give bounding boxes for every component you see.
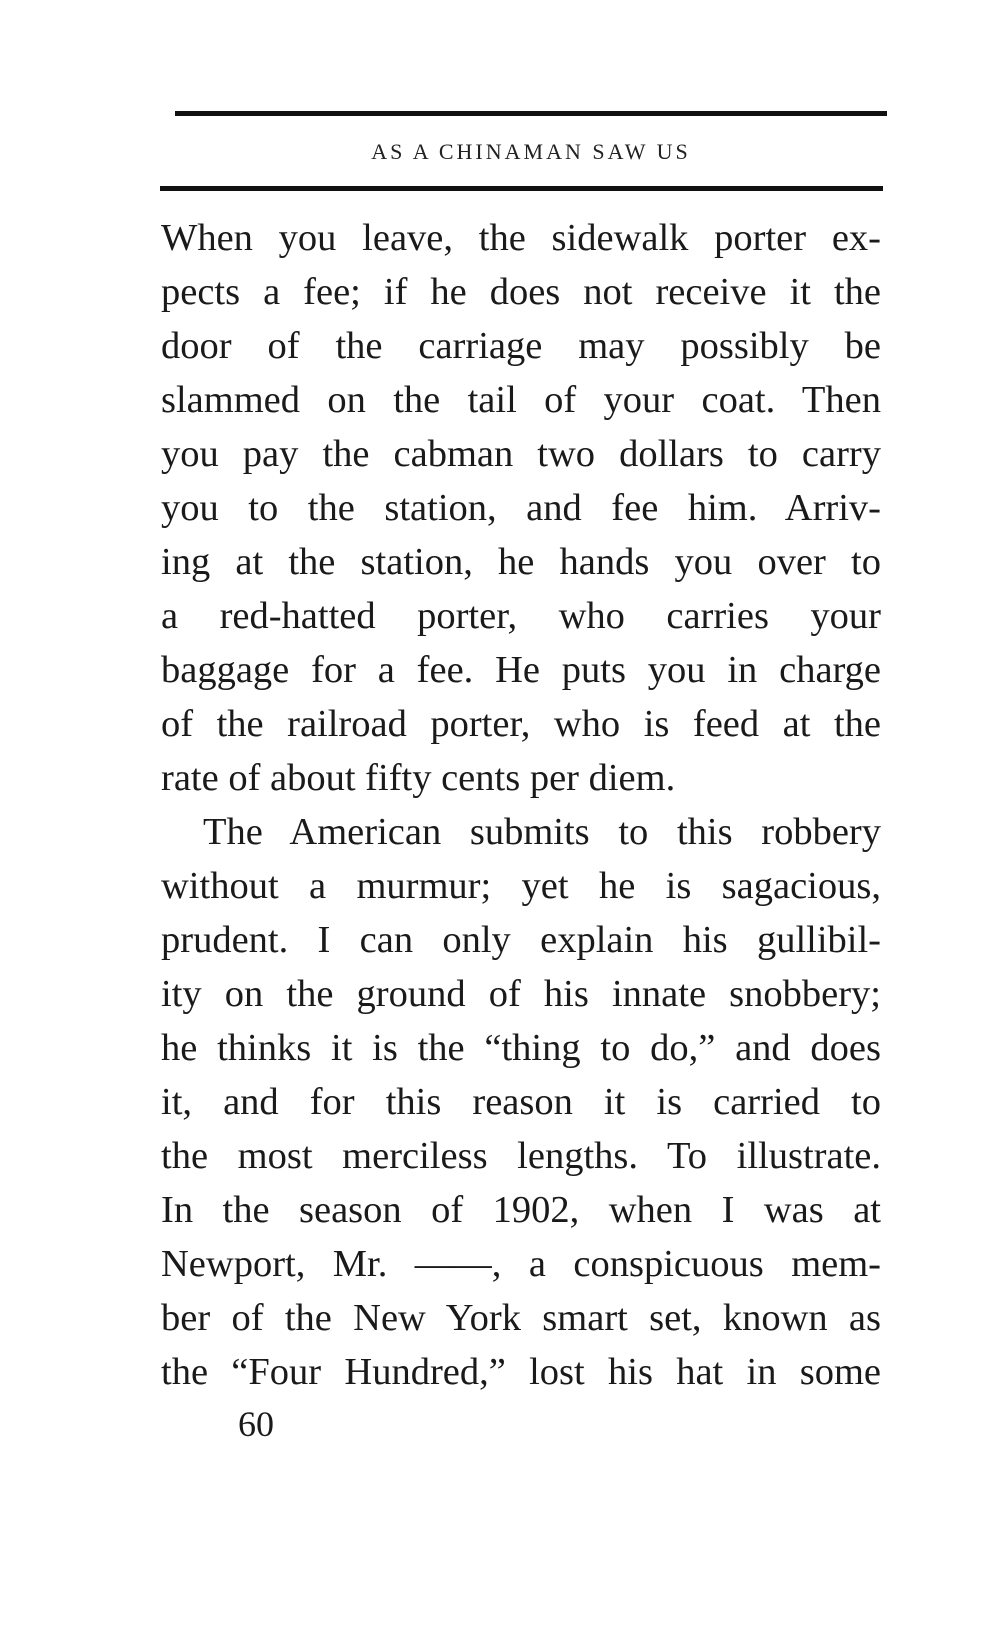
- text-line: a red-hatted porter, who carries your: [161, 595, 881, 637]
- text-line: door of the carriage may possibly be: [161, 325, 881, 367]
- text-line: you to the station, and fee him. Arriv-: [161, 487, 881, 529]
- text-line-paragraph-end: rate of about fifty cents per diem.: [161, 757, 676, 799]
- text-line: ing at the station, he hands you over to: [161, 541, 881, 583]
- header-rule-top: [175, 111, 887, 116]
- text-line: In the season of 1902, when I was at: [161, 1189, 881, 1231]
- text-line: it, and for this reason it is carried to: [161, 1081, 881, 1123]
- text-line: When you leave, the sidewalk porter ex-: [161, 217, 881, 259]
- page-number: 60: [238, 1404, 274, 1444]
- text-line: the “Four Hundred,” lost his hat in some: [161, 1351, 881, 1393]
- text-line: ber of the New York smart set, known as: [161, 1297, 881, 1339]
- text-line: of the railroad porter, who is feed at the: [161, 703, 881, 745]
- text-line: he thinks it is the “thing to do,” and does: [161, 1027, 881, 1069]
- body-text: [161, 211, 881, 1399]
- header-rule-bottom: [160, 186, 883, 191]
- text-line: you pay the cabman two dollars to carry: [161, 433, 881, 475]
- text-line-paragraph-start: The American submits to this robbery: [203, 811, 881, 853]
- text-line: pects a fee; if he does not receive it the: [161, 271, 881, 313]
- text-line: prudent. I can only explain his gullibil-: [161, 919, 881, 961]
- text-line: the most merciless lengths. To illustrate.: [161, 1135, 881, 1177]
- text-line: baggage for a fee. He puts you in charge: [161, 649, 881, 691]
- running-head: AS A CHINAMAN SAW US: [371, 139, 691, 164]
- text-line: slammed on the tail of your coat. Then: [161, 379, 881, 421]
- text-line: Newport, Mr. ——, a conspicuous mem-: [161, 1243, 881, 1285]
- text-line: ity on the ground of his innate snobbery;: [161, 973, 881, 1015]
- text-line: without a murmur; yet he is sagacious,: [161, 865, 881, 907]
